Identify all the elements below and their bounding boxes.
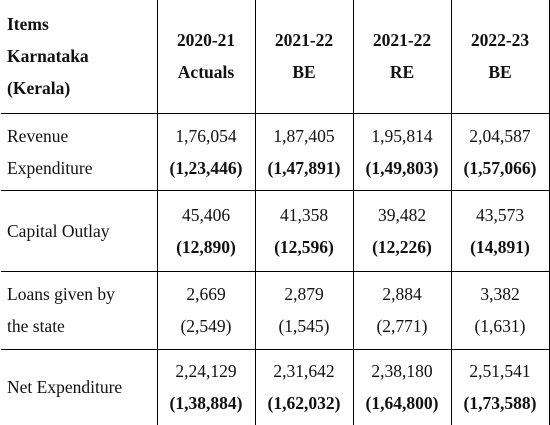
kerala-value: (1,57,066): [463, 157, 537, 178]
karnataka-value: 2,31,642: [273, 361, 335, 382]
items-header-line1: Items: [7, 14, 49, 35]
value-cell: [255, 349, 353, 425]
column-year: 2020-21: [176, 30, 236, 51]
kerala-value: (2,771): [376, 316, 428, 336]
table-row: [1, 271, 549, 349]
karnataka-value: 1,87,405: [273, 125, 335, 146]
karnataka-value: 2,38,180: [371, 361, 433, 382]
row-label-line1: Capital Outlay: [7, 220, 110, 241]
karnataka-value: 2,879: [284, 284, 324, 304]
kerala-value: (1,631): [474, 316, 526, 336]
column-year: 2021-22: [274, 30, 334, 51]
value-cell: [157, 349, 255, 425]
row-label-line1: Loans given by: [7, 284, 115, 304]
value-cell: [353, 113, 451, 190]
row-label-line1: Revenue: [7, 125, 69, 146]
column-header-3: [353, 0, 451, 113]
kerala-value: (2,549): [180, 316, 232, 336]
row-label: [1, 190, 157, 271]
karnataka-value: 41,358: [279, 204, 329, 225]
kerala-value: (12,596): [274, 236, 334, 257]
value-cell: [353, 190, 451, 271]
table-row: [1, 190, 549, 271]
column-type: Actuals: [177, 62, 235, 83]
kerala-value: (1,47,891): [267, 157, 341, 178]
kerala-value: (1,73,588): [463, 393, 537, 414]
kerala-value: (1,23,446): [169, 157, 243, 178]
kerala-value: (12,890): [176, 236, 236, 257]
value-cell: [255, 271, 353, 349]
karnataka-value: 1,95,814: [371, 125, 433, 146]
value-cell: [157, 113, 255, 190]
value-cell: [451, 271, 549, 349]
karnataka-value: 2,669: [186, 284, 226, 304]
value-cell: [157, 190, 255, 271]
row-label: [1, 113, 157, 190]
karnataka-value: 2,51,541: [469, 361, 531, 382]
value-cell: [353, 271, 451, 349]
value-cell: [451, 113, 549, 190]
row-label-line2: the state: [7, 316, 65, 336]
kerala-value: (1,64,800): [365, 393, 439, 414]
kerala-value: (1,545): [278, 316, 330, 336]
column-type: RE: [389, 62, 415, 83]
column-header-4: [451, 0, 549, 113]
value-cell: [157, 271, 255, 349]
value-cell: [255, 190, 353, 271]
karnataka-value: 3,382: [480, 284, 520, 304]
karnataka-value: 2,24,129: [175, 361, 237, 382]
karnataka-value: 1,76,054: [175, 125, 237, 146]
value-cell: [255, 113, 353, 190]
column-year: 2022-23: [470, 30, 530, 51]
kerala-value: (1,49,803): [365, 157, 439, 178]
header-row: [1, 0, 549, 113]
column-type: BE: [488, 62, 512, 83]
kerala-value: (12,226): [372, 236, 432, 257]
value-cell: [451, 349, 549, 425]
karnataka-value: 2,04,587: [469, 125, 531, 146]
items-header-line3: (Kerala): [7, 78, 71, 99]
row-label: [1, 271, 157, 349]
row-label: [1, 349, 157, 425]
karnataka-value: 2,884: [382, 284, 422, 304]
karnataka-value: 43,573: [475, 204, 525, 225]
value-cell: [353, 349, 451, 425]
kerala-value: (1,38,884): [169, 393, 243, 414]
value-cell: [451, 190, 549, 271]
table-row: [1, 113, 549, 190]
row-label-line2: Expenditure: [7, 157, 93, 178]
items-header: [1, 0, 157, 113]
budget-table: [1, 0, 550, 425]
kerala-value: (1,62,032): [267, 393, 341, 414]
kerala-value: (14,891): [470, 236, 530, 257]
items-header-line2: Karnataka: [7, 46, 89, 67]
karnataka-value: 45,406: [181, 204, 231, 225]
column-header-2: [255, 0, 353, 113]
column-type: BE: [292, 62, 316, 83]
table-row: [1, 349, 549, 425]
column-year: 2021-22: [372, 30, 432, 51]
karnataka-value: 39,482: [377, 204, 427, 225]
column-header-1: [157, 0, 255, 113]
row-label-line1: Net Expenditure: [7, 377, 123, 398]
